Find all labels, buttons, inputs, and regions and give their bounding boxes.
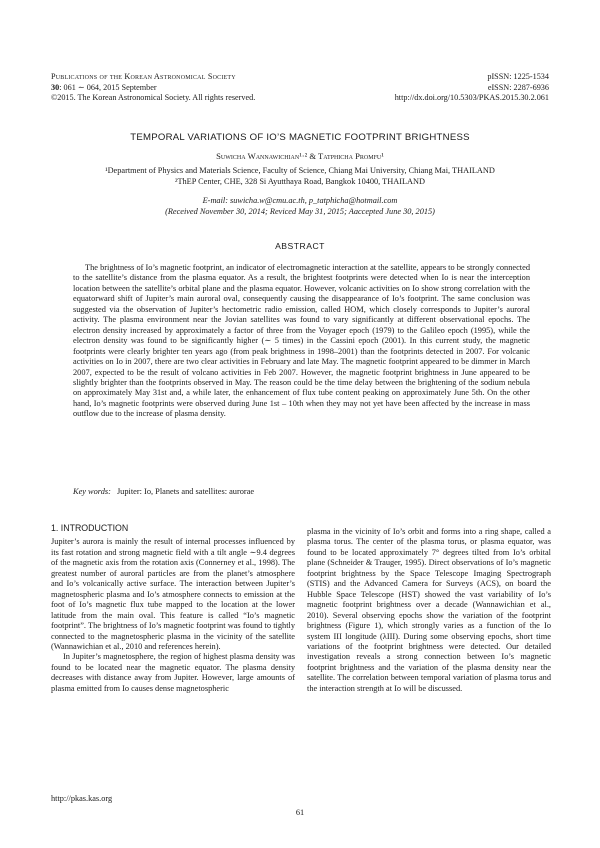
intro-paragraph-1: Jupiter’s aurora is mainly the result of internal processes influenced by its fast rotation and strong magnetic field with a tilt angle ∼9.4 degrees of the magnetic axis from the rotation axis (Connerney et al., 1998). The greatest number of auroral particles are from the planet’s atmosphere and Io’s volcanically active surface. The interaction between Jupiter’s magnetospheric plasma and Io’s atmosphere connects to emission at the foot of Io’s magnetic flux tube mapped to the location at the lower latitude from the main oval. This feature is called “Io’s magnetic footprint”. The brightness of Io’s magnetic footprint was found to tightly connected to the magnetospheric plasma in the vicinity of the satellite (Wannawichian et al., 2010 and references herein). <box>51 537 295 651</box>
contact-email: E-mail: suwicha.w@cmu.ac.th, p_tatphicha@hotmail.com <box>202 196 398 205</box>
left-column <box>51 523 295 694</box>
copyright-line: ©2015. The Korean Astronomical Society. All rights reserved. <box>51 93 256 103</box>
page-range: : 061 ∼ 064, 2015 September <box>59 82 157 92</box>
abstract-text: The brightness of Io’s magnetic footprint, an indicator of electromagnetic interaction at the satellite, appears to be strongly connected to the satellite’s distance from the plasma equator. As a result, the brightest footprints were detected when Io is near the interception location between the satellite’s orbital plane and the plasma equator. However, volcanic activities on Io show strong correlation with the equatorward shift of Jupiter’s main auroral oval, consequently causing the disappearance of Io’s footprint. The same conclusion was suggested via the observation of Jupiter’s hectometric radio emission, called HOM, which closely corresponds to Jupiter’s auroral activity. The plasma environment near the Jovian satellites was found to vary significantly at different observational epochs. The electron density increased by approximately a factor of three from the Voyager epoch (1979) to the Galileo epoch (1995), while the electron density was found to be significantly higher (∼ 5 times) in the Cassini epoch (2001). In this current study, the magnetic footprints were clearly brighter ten years ago (from peak brightness in 1998–2001) than the footprints detected in 2007. For volcanic activities on Io in 2007, there are two clear activities in February and late May. The magnetic footprint appeared to be dimmer in March 2007, expected to be the result of volcano activities in Feb 2007. However, the magnetic footprint brightness in June appeared to be slightly brighter than the footprints observed in May. The reason could be the time delay between the brightening of the sodium nebula on approximately May 31st and, a while later, the enhancement of flux tube content peaking on approximately June 5th. On the other hand, Io’s magnetic footprints were observed during June 1st – 10th when they may not yet have been affected by the increase in mass outflow due to the increase of plasma density. <box>73 263 530 419</box>
intro-paragraph-2: In Jupiter’s magnetosphere, the region of highest plasma density was found to be located near the magnetic equator. The plasma density decreases with distance away from Jupiter. However, large amounts of plasma emitted from Io causes dense magnetospheric <box>51 652 295 693</box>
page-number: 61 <box>295 808 305 817</box>
volume-number: 30 <box>51 82 60 92</box>
doi-link[interactable]: http://dx.doi.org/10.5303/PKAS.2015.30.2.061 <box>394 93 549 103</box>
right-column <box>307 527 551 694</box>
abstract-heading: ABSTRACT <box>275 241 325 251</box>
keywords <box>73 487 530 496</box>
footer-url[interactable]: http://pkas.kas.org <box>51 794 113 803</box>
keywords-label: Key words: <box>73 487 111 496</box>
eissn: eISSN: 2287-6936 <box>487 82 549 92</box>
received-dates: (Received November 30, 2014; Reviced May 31, 2015; Aaccepted June 30, 2015) <box>165 207 435 216</box>
paper-title: TEMPORAL VARIATIONS OF IO’S MAGNETIC FOOTPRINT BRIGHTNESS <box>130 132 470 143</box>
introduction-heading: 1. INTRODUCTION <box>51 523 129 533</box>
journal-header-right <box>289 72 549 104</box>
paper-authors: Suwicha Wannawichian¹·² & Tatphicha Promfu¹ <box>216 151 384 161</box>
affiliation-2: ²ThEP Center, CHE, 328 Si Ayutthaya Road, Bangkok 10400, THAILAND <box>174 177 426 186</box>
pissn: pISSN: 1225-1534 <box>487 72 549 81</box>
affiliation-1: ¹Department of Physics and Materials Science, Faculty of Science, Chiang Mai University, Chiang Mai, THAILAND <box>105 166 495 175</box>
keywords-text: Jupiter: Io, Planets and satellites: aurorae <box>116 487 255 496</box>
journal-name: Publications of the Korean Astronomical Society <box>51 72 236 81</box>
intro-paragraph-3: plasma in the vicinity of Io’s orbit and forms into a ring shape, called a plasma torus. The center of the plasma torus, or plasma equator, was found to be located approximately 7° degrees tilted from Io’s orbital plane (Schneider & Trauger, 1995). Direct observations of Io’s magnetic footprint brightness by the Space Telescope Imaging Spectrograph (STIS) and the Advanced Camera for Surveys (ACS), on board the Hubble Space Telescope (HST) showed the vast variability of Io’s magnetic footprint brightness over a decade (Wannawichian et al., 2010). Several observing epochs show the variation of the footprint brightness (Figure 1), which strongly varies as a function of the Io system III longitude (λIII). During some observing epochs, short time variations of the footprint brightness were detected. Our detailed investigation reveals a strong connection between Io’s magnetic footprint brightness and the variation of the plasma density near the satellite. The correlation between temporal variation of plasma torus and the interaction strength at Io will be discussed. <box>307 527 551 693</box>
